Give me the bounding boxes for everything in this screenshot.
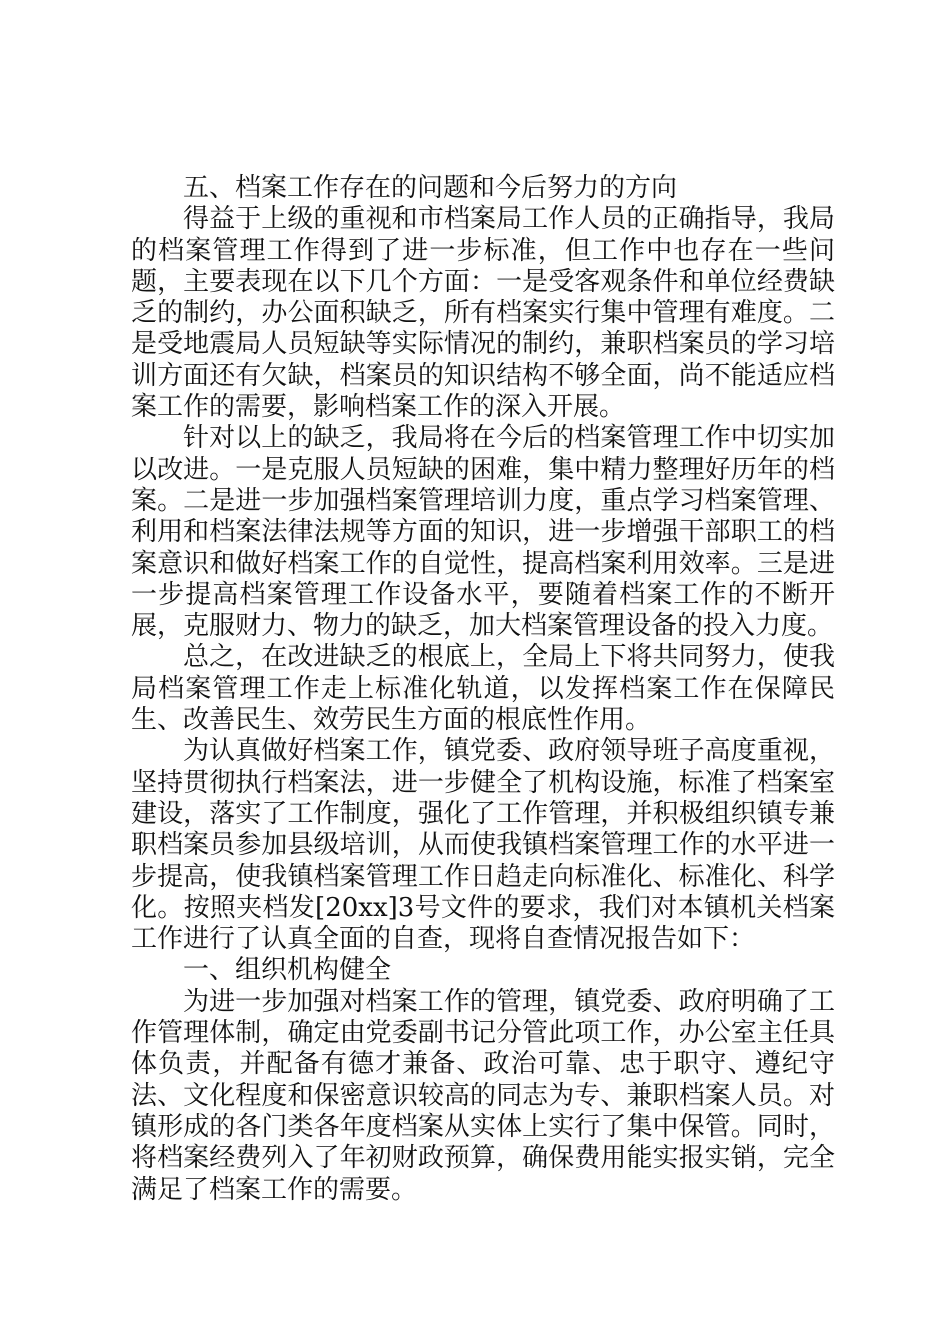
paragraph-problems: 得益于上级的重视和市档案局工作人员的正确指导，我局的档案管理工作得到了进一步标准，但工作中也存在一些问题，主要表现在以下几个方面：一是受客观条件和单位经费缺乏的制约，办公面积缺乏，所有档案实行集中管理有难度。二是受地震局人员短缺等实际情况的制约，兼职档案员的学习培训方面还有欠缺，档案员的知识结构不够全面，尚不能适应档案工作的需要，影响档案工作的深入开展。: [131, 204, 835, 423]
section-heading-one: 一、组织机构健全: [183, 955, 392, 986]
paragraph-improvements: 针对以上的缺乏，我局将在今后的档案管理工作中切实加以改进。一是克服人员短缺的困难，集中精力整理好历年的档案。二是进一步加强档案管理培训力度，重点学习档案管理、利用和档案法律法规等方面的知识，进一步增强干部职工的档案意识和做好档案工作的自觉性，提高档案利用效率。三是进一步提高档案管理工作设备水平，要随着档案工作的不断开展，克服财力、物力的缺乏，加大档案管理设备的投入力度。: [131, 423, 835, 642]
paragraph-organization: 为进一步加强对档案工作的管理，镇党委、政府明确了工作管理体制，确定由党委副书记分管此项工作，办公室主任具体负责，并配备有德才兼备、政治可靠、忠于职守、遵纪守法、文化程度和保密意识较高的同志为专、兼职档案人员。对镇形成的各门类各年度档案从实体上实行了集中保管。同时，将档案经费列入了年初财政预算，确保费用能实报实销，完全满足了档案工作的需要。: [131, 986, 835, 1205]
paragraph-town-overview: 为认真做好档案工作，镇党委、政府领导班子高度重视，坚持贯彻执行档案法，进一步健全了机构设施，标准了档案室建设，落实了工作制度，强化了工作管理，并积极组织镇专兼职档案员参加县级培训，从而使我镇档案管理工作的水平进一步提高，使我镇档案管理工作日趋走向标准化、标准化、科学化。按照夹档发[20xx]3号文件的要求，我们对本镇机关档案工作进行了认真全面的自查，现将自查情况报告如下：: [131, 736, 835, 955]
paragraph-summary: 总之，在改进缺乏的根底上，全局上下将共同努力，使我局档案管理工作走上标准化轨道，以发挥档案工作在保障民生、改善民生、效劳民生方面的根底性作用。: [131, 642, 835, 736]
section-heading-five: 五、档案工作存在的问题和今后努力的方向: [183, 173, 678, 203]
document-body: [131, 173, 835, 1206]
